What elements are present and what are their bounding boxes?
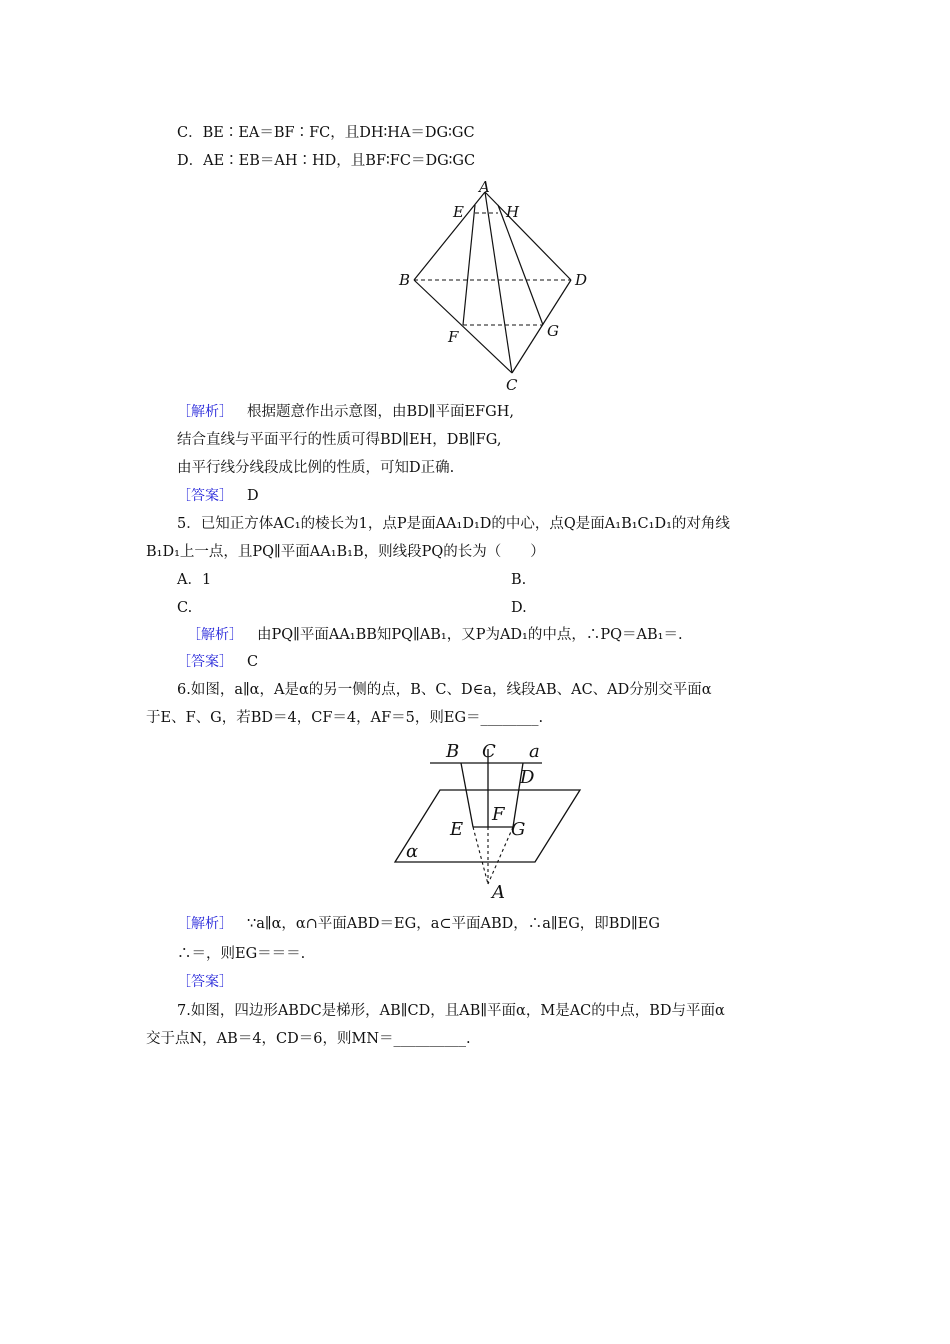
label-D: D [520,767,535,788]
q7-stem-line2: 交于点N，AB＝4，CD＝6，则MN＝__________. [146,1031,471,1047]
q7-stem-line1: 7.如图，四边形ABDC是梯形，AB∥CD，且AB∥平面α，M是AC的中点，BD与平面α [177,1003,725,1019]
segment-BE [461,763,473,827]
q4-analysis [177,402,514,422]
answer-tag: ［答案］ [177,654,233,670]
q6-answer [177,972,247,992]
q5-option-b: B. [511,572,527,588]
q5-analysis [187,625,683,645]
label-G: G [511,819,526,840]
analysis-tag: ［解析］ [177,916,233,932]
q5-option-d: D. [511,600,527,616]
edge-HG [498,205,543,325]
analysis-tag: ［解析］ [177,404,233,420]
segment-GA-hidden [488,827,513,884]
q5-answer-value: C [247,654,259,670]
q5-stem-line2: B₁D₁上一点，且PQ∥平面AA₁B₁B，则线段PQ的长为（ ） [146,544,545,560]
q6-analysis-line2: ∴＝，则EG＝＝＝. [177,946,306,962]
tetrahedron-figure [395,180,595,395]
q4-option-c: C．BE∶EA＝BF∶FC，且DH∶HA＝DG∶GC [177,125,475,141]
q5-answer [177,652,258,672]
q6-stem-line1: 6.如图，a∥α，A是α的另一侧的点，B、C、D∈a，线段AB、AC、AD分别交平面α [177,682,712,698]
q4-answer-value: D [247,488,259,504]
plane-figure [390,736,590,904]
q4-answer [177,486,259,506]
edge-DC [512,280,571,373]
q4-option-d: D．AE∶EB＝AH∶HD，且BF∶FC＝DG∶GC [177,153,476,169]
label-E: E [453,203,464,221]
label-F: F [448,328,459,346]
label-F: F [492,804,505,825]
label-E: E [450,819,464,840]
q4-analysis-line1: 根据题意作出示意图，由BD∥平面EFGH, [247,404,514,420]
q5-option-c: C. [177,600,193,616]
edge-BC [414,280,512,373]
answer-tag: ［答案］ [177,488,233,504]
edge-EF [463,205,475,325]
label-D: D [575,271,588,289]
label-a: a [529,741,540,762]
q4-analysis-line2: 结合直线与平面平行的性质可得BD∥EH，DB∥FG, [177,432,502,448]
q5-analysis-text: 由PQ∥平面AA₁BB知PQ∥AB₁，又P为AD₁的中点，∴PQ＝AB₁＝. [257,627,683,643]
label-A: A [492,882,505,903]
label-alpha: α [406,841,419,862]
label-H: H [506,203,520,221]
q6-analysis [177,914,660,934]
q6-stem-line2: 于E、F、G，若BD＝4，CF＝4，AF＝5，则EG＝________. [146,710,544,726]
analysis-tag: ［解析］ [187,627,243,643]
label-G: G [547,322,559,340]
label-A: A [479,180,490,196]
edge-AB [414,192,485,280]
q5-stem-line1: 5．已知正方体AC₁的棱长为1，点P是面AA₁D₁D的中心，点Q是面A₁B₁C₁D₁的对角线 [177,516,730,532]
answer-tag: ［答案］ [177,974,233,990]
label-B: B [446,741,460,762]
label-B: B [399,271,411,289]
q5-option-a: A．1 [177,572,212,588]
q4-analysis-line3: 由平行线分线段成比例的性质，可知D正确. [177,460,455,476]
label-C: C [506,376,518,394]
label-C: C [482,741,496,762]
segment-EA-hidden [473,827,488,884]
q6-analysis-text: ∵a∥α，α∩平面ABD＝EG，a⊂平面ABD，∴a∥EG，即BD∥EG [247,916,660,932]
